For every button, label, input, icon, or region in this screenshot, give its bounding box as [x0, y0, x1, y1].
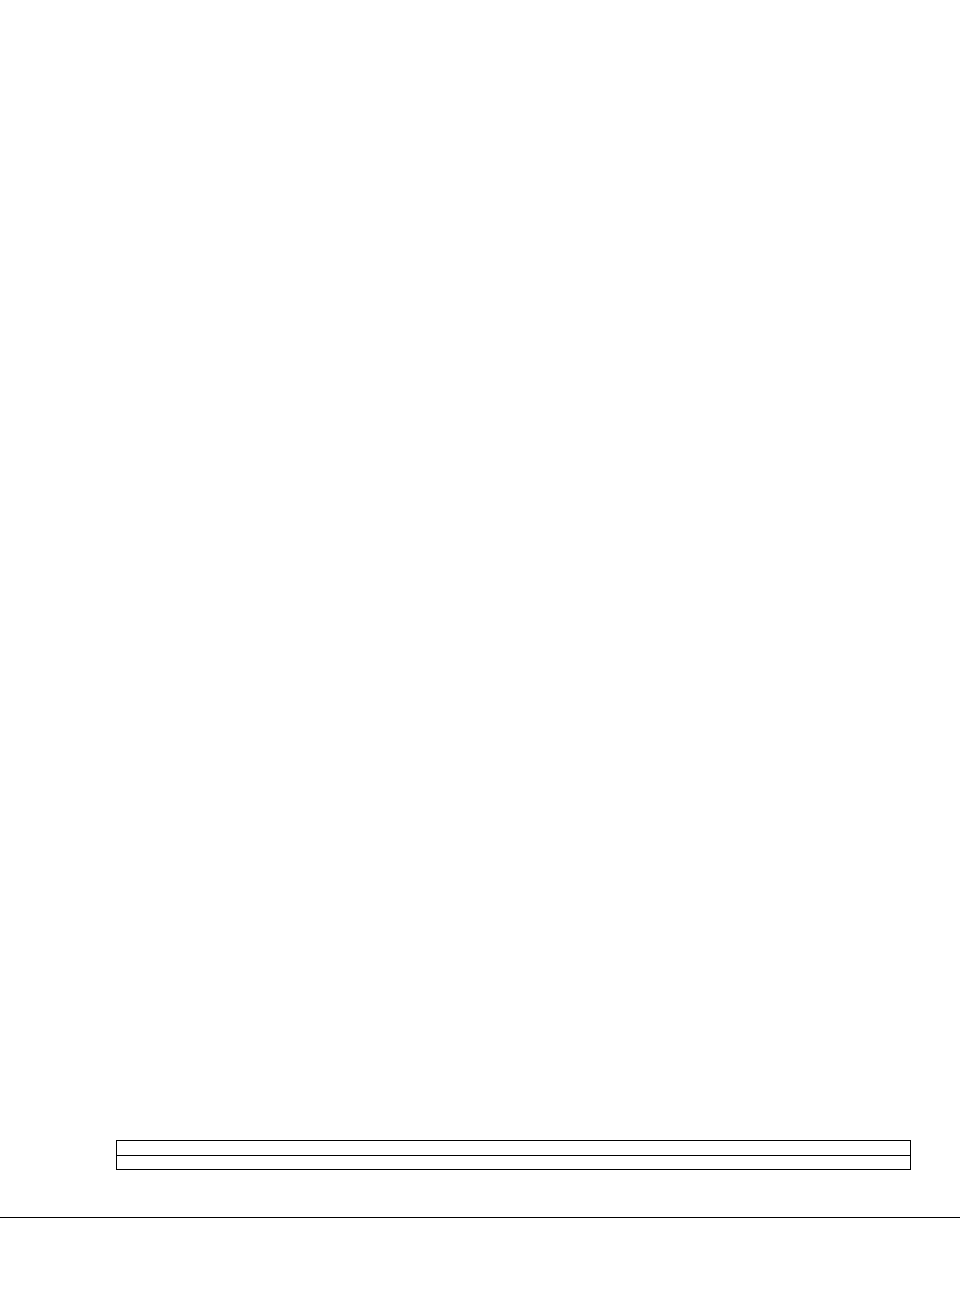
results-table-header: [0, 1183, 960, 1218]
competition-parameters: [116, 1140, 911, 1170]
params-divider: [117, 1155, 910, 1156]
